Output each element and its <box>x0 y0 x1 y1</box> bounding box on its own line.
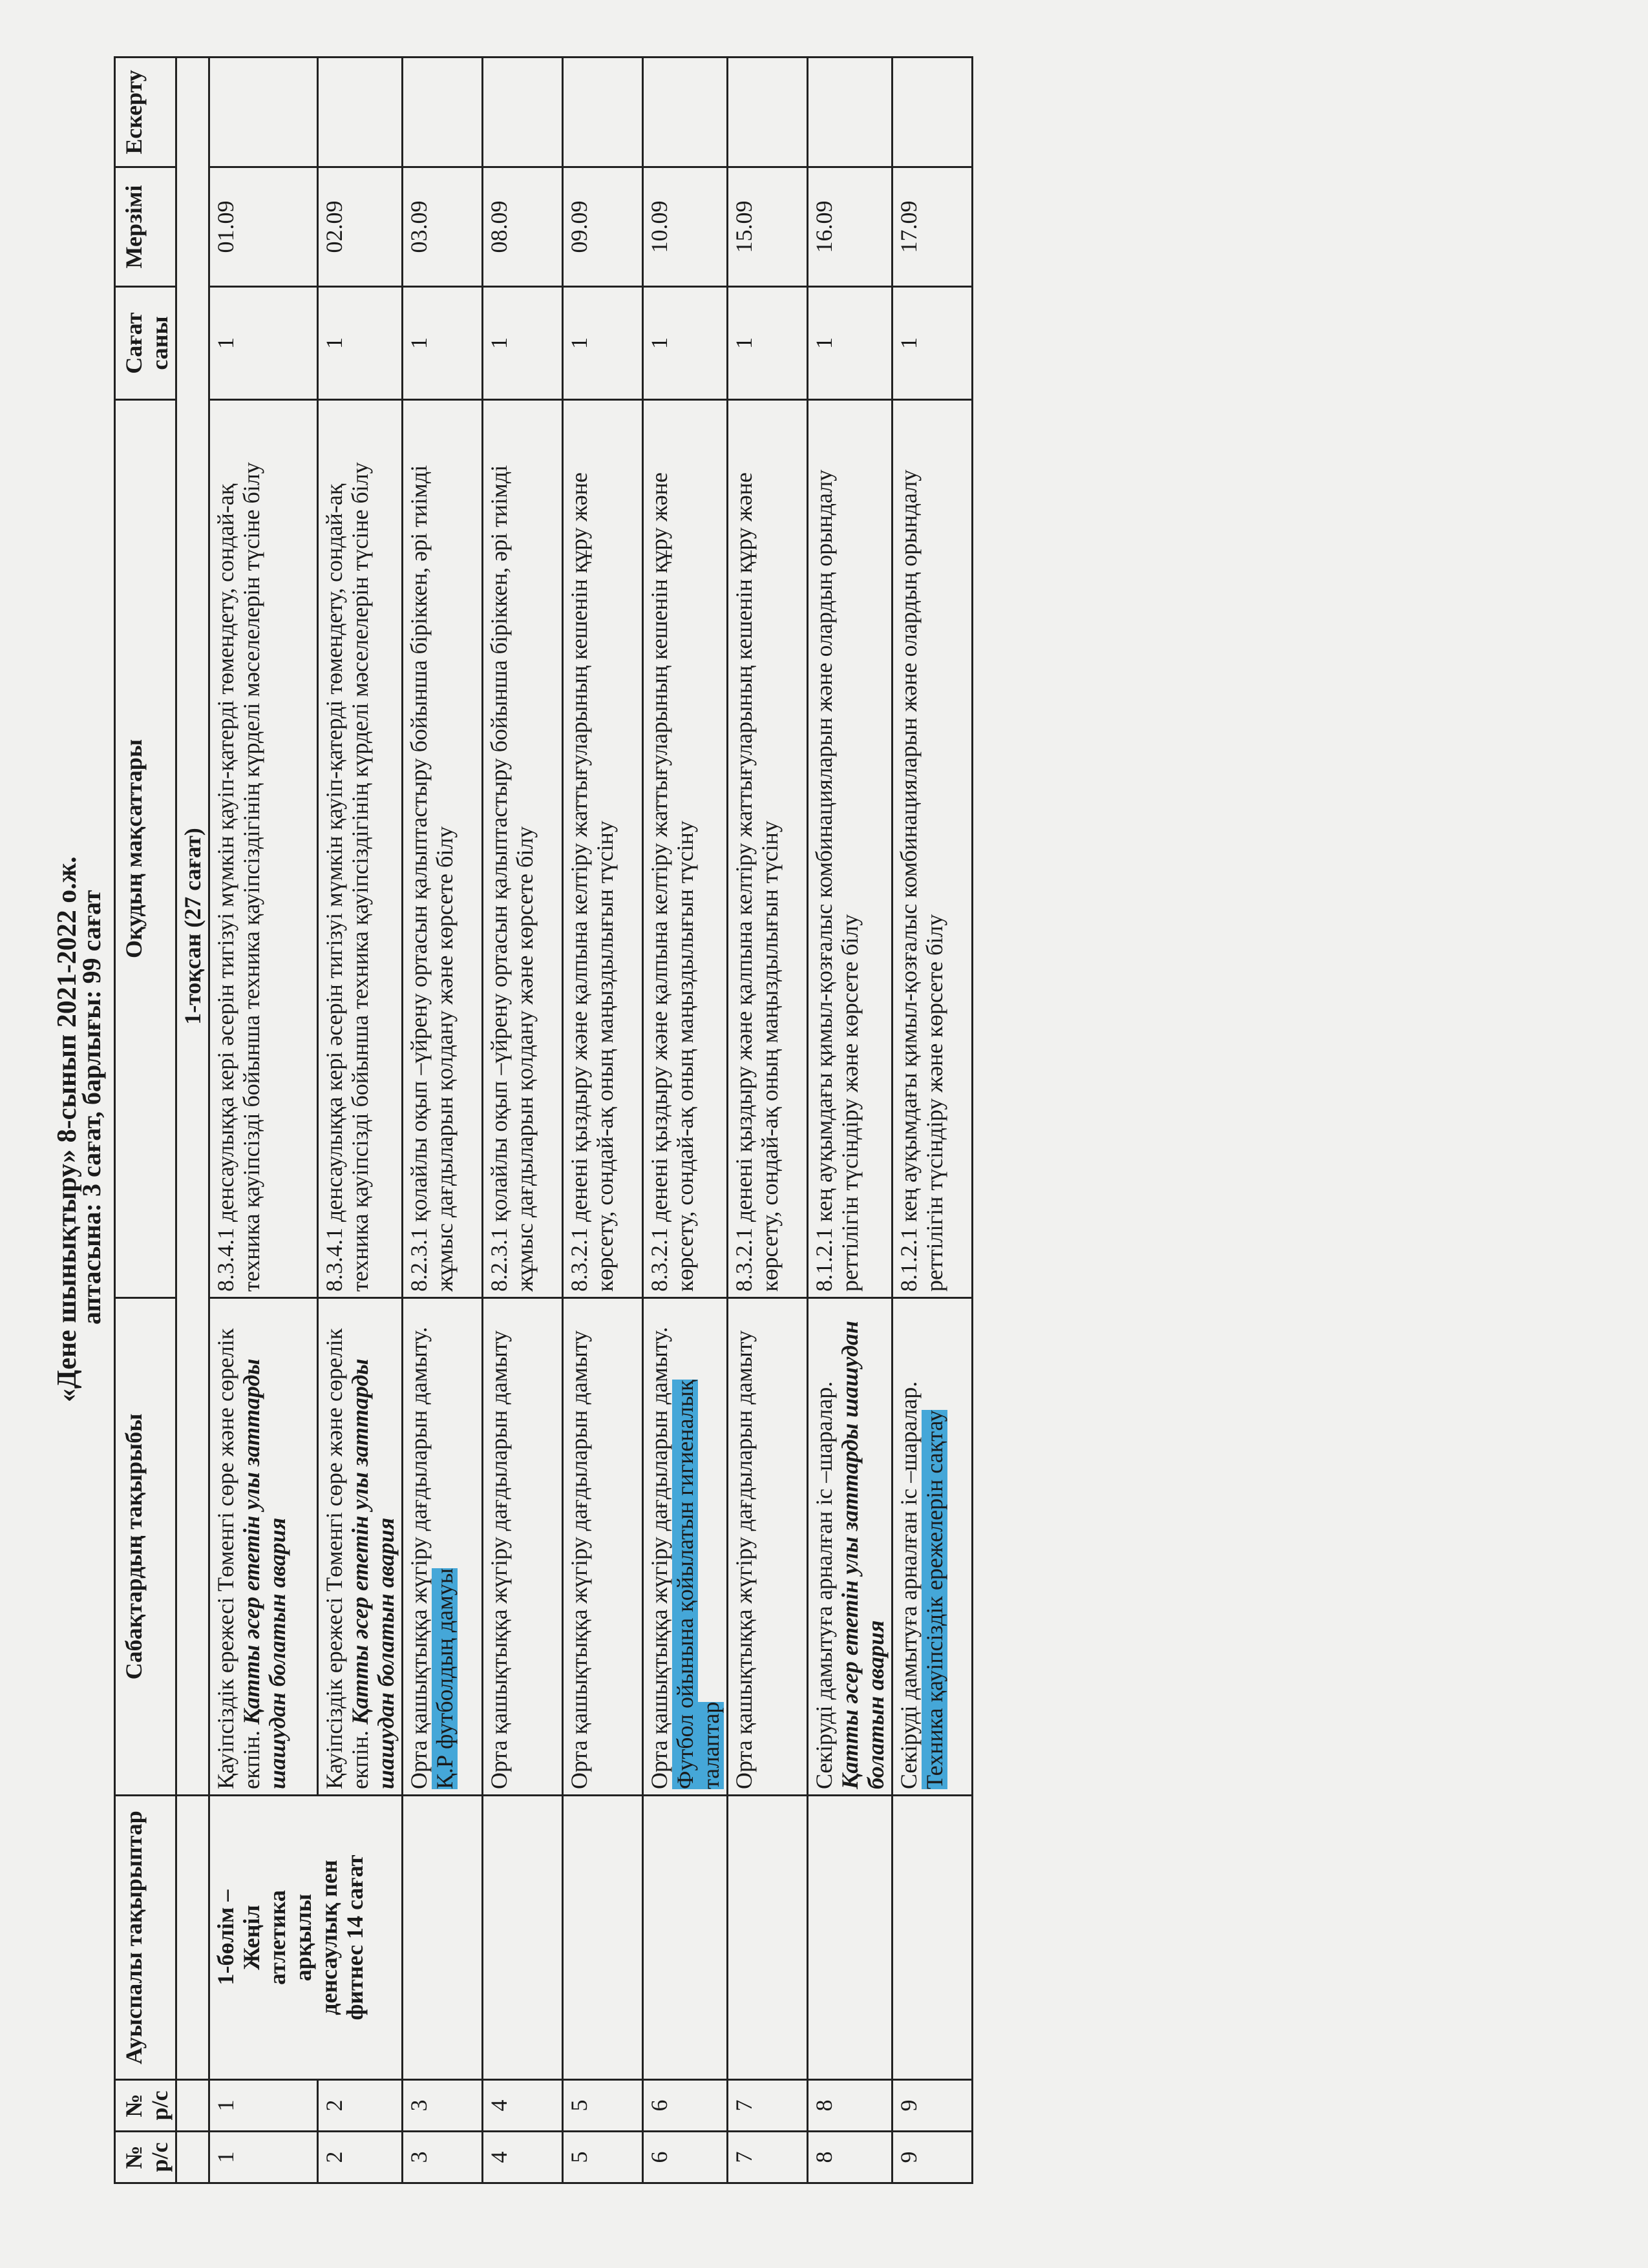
lesson-topic-text: Орта қашықтыққа жүгіру дағдыларын дамыту <box>486 1330 512 1789</box>
row-number-secondary: 9 <box>893 2080 973 2132</box>
lesson-topic-text: Қауіпсіздік ережесі Төменгі сөре және сөрелік екпін. <box>213 1328 264 1789</box>
lesson-date: 03.09 <box>403 167 483 287</box>
hours-count: 1 <box>728 287 808 400</box>
lesson-topic-highlight: Техника қауіпсіздік ережелерін сақтау <box>922 1410 947 1789</box>
table-row <box>209 58 318 2183</box>
row-number-secondary: 2 <box>318 2080 403 2132</box>
theme-cell-empty <box>483 1796 563 2080</box>
lesson-date: 01.09 <box>209 167 318 287</box>
lesson-date: 10.09 <box>643 167 728 287</box>
row-number: 7 <box>728 2132 808 2183</box>
theme-cell-empty <box>893 1796 973 2080</box>
row-number-secondary: 3 <box>403 2080 483 2132</box>
note-cell <box>808 58 893 167</box>
row-number: 8 <box>808 2132 893 2183</box>
document-subtitle: аптасына: 3 сағат, барлығы: 99 сағат <box>77 890 106 1325</box>
lesson-topic-emphasis: Қатты әсер ететін улы заттарды шашудан болатын авария <box>238 1358 290 1789</box>
col-header-topic: Сабақтардың тақырыбы <box>115 1298 176 1796</box>
theme-cell-empty <box>808 1796 893 2080</box>
table-header-row <box>115 58 176 2183</box>
document-title: «Дене шынықтыру» 8-сынып 2021-2022 о.ж. <box>52 856 82 1402</box>
theme-line: 1-бөлім – <box>213 1889 238 1986</box>
col-header-hours: Сағат саны <box>115 287 176 400</box>
col-header-goals: Оқудың мақсаттары <box>115 400 176 1298</box>
lesson-date: 08.09 <box>483 167 563 287</box>
theme-line: арқылы <box>290 1893 316 1982</box>
hours-count: 1 <box>563 287 643 400</box>
learning-goal: 8.2.3.1 қолайлы оқып –үйрену ортасын қалыптастыру бойынша біріккен, әрі тиімді жұмыс дағдыларын қолдану және көрсете білу <box>403 400 483 1298</box>
note-cell <box>893 58 973 167</box>
note-cell <box>483 58 563 167</box>
col-header-note: Ескерту <box>115 58 176 167</box>
theme-line: денсаулық пен <box>316 1860 342 2015</box>
row-number: 9 <box>893 2132 973 2183</box>
lesson-topic-text: Орта қашықтыққа жүгіру дағдыларын дамыту <box>731 1330 757 1789</box>
lesson-date: 09.09 <box>563 167 643 287</box>
lesson-topic-highlight: Футбол ойынына қойылатын гигиеналық талаптар <box>672 1380 724 1789</box>
hours-count: 1 <box>643 287 728 400</box>
lesson-topic-text: Орта қашықтыққа жүгіру дағдыларын дамыту. <box>406 1327 432 1789</box>
note-cell <box>728 58 808 167</box>
hours-count: 1 <box>483 287 563 400</box>
lesson-date: 02.09 <box>318 167 403 287</box>
row-number: 3 <box>403 2132 483 2183</box>
row-number: 1 <box>209 2132 318 2183</box>
table-row <box>893 58 973 2183</box>
row-number-secondary: 8 <box>808 2080 893 2132</box>
lesson-date: 16.09 <box>808 167 893 287</box>
col-header-theme: Ауыспалы тақырыптар <box>115 1796 176 2080</box>
row-number: 2 <box>318 2132 403 2183</box>
lesson-topic <box>318 1298 403 1796</box>
lesson-plan-table <box>114 56 973 2184</box>
lesson-topic <box>483 1298 563 1796</box>
learning-goal: 8.3.2.1 денені қыздыру және қалпына келтіру жаттығуларының кешенін құру және көрсету, сондай-ақ оның маңыздылығын түсіну <box>643 400 728 1298</box>
theme-line: фитнес 14 сағат <box>342 1854 368 2021</box>
row-number: 6 <box>643 2132 728 2183</box>
learning-goal: 8.3.2.1 денені қыздыру және қалпына келтіру жаттығуларының кешенін құру және көрсету, сондай-ақ оның маңыздылығын түсіну <box>728 400 808 1298</box>
row-number-secondary: 6 <box>643 2080 728 2132</box>
lesson-topic-emphasis: Қатты әсер ететін улы заттарды шашудан болатын авария <box>347 1358 399 1789</box>
note-cell <box>563 58 643 167</box>
table-row <box>563 58 643 2183</box>
learning-goal: 8.3.4.1 денсаулыққа кері әсерін тигізуі мүмкін қауіп-қатерді төмендету, сондай-ақ техника қауіпсізді бойынша техника қауіпсіздігінің күрделі мәселелерін түсіне білу <box>318 400 403 1298</box>
lesson-date: 17.09 <box>893 167 973 287</box>
row-number: 4 <box>483 2132 563 2183</box>
theme-line: Жеңіл <box>238 1905 264 1970</box>
learning-goal: 8.2.3.1 қолайлы оқып –үйрену ортасын қалыптастыру бойынша біріккен, әрі тиімді жұмыс дағдыларын қолдану және көрсете білу <box>483 400 563 1298</box>
section-row <box>176 58 209 2183</box>
lesson-topic-highlight: Қ.Р футболдың дамуы <box>432 1568 458 1789</box>
row-number-secondary: 1 <box>209 2080 318 2132</box>
lesson-topic <box>808 1298 893 1796</box>
theme-cell-empty <box>643 1796 728 2080</box>
theme-cell-empty <box>403 1796 483 2080</box>
row-number-secondary: 7 <box>728 2080 808 2132</box>
lesson-date: 15.09 <box>728 167 808 287</box>
lesson-topic-text: Секіруді дамытуға арналған іс –шаралар. <box>896 1381 922 1789</box>
lesson-topic-text: Орта қашықтыққа жүгіру дағдыларын дамыту. <box>646 1327 672 1789</box>
theme-cell <box>209 1796 403 2080</box>
learning-goal: 8.3.2.1 денені қыздыру және қалпына келтіру жаттығуларының кешенін құру және көрсету, сондай-ақ оның маңыздылығын түсіну <box>563 400 643 1298</box>
table-row <box>808 58 893 2183</box>
table-row <box>403 58 483 2183</box>
lesson-topic-text: Қауіпсіздік ережесі Төменгі сөре және сөрелік екпін. <box>321 1328 373 1789</box>
hours-count: 1 <box>893 287 973 400</box>
col-header-num2: № р/с <box>115 2080 176 2132</box>
table-row <box>483 58 563 2183</box>
lesson-topic <box>643 1298 728 1796</box>
hours-count: 1 <box>318 287 403 400</box>
theme-cell-empty <box>563 1796 643 2080</box>
table-row <box>728 58 808 2183</box>
learning-goal: 8.1.2.1 кең ауқымдағы қимыл-қозғалыс комбинацияларын және олардың орындалу реттілігін түсіндіру және көрсете білу <box>893 400 973 1298</box>
note-cell <box>209 58 318 167</box>
row-number: 5 <box>563 2132 643 2183</box>
theme-line: атлетика <box>264 1890 290 1985</box>
lesson-topic-text: Секіруді дамытуға арналған іс –шаралар. <box>811 1381 837 1789</box>
col-header-date: Мерзімі <box>115 167 176 287</box>
hours-count: 1 <box>209 287 318 400</box>
row-number-secondary: 4 <box>483 2080 563 2132</box>
note-cell <box>403 58 483 167</box>
hours-count: 1 <box>808 287 893 400</box>
table-row <box>643 58 728 2183</box>
lesson-topic <box>209 1298 318 1796</box>
theme-cell-empty <box>728 1796 808 2080</box>
note-cell <box>318 58 403 167</box>
col-header-num1: № р/с <box>115 2132 176 2183</box>
lesson-topic <box>728 1298 808 1796</box>
hours-count: 1 <box>403 287 483 400</box>
lesson-topic-emphasis: Қатты әсер ететін улы заттарды шашудан болатын авария <box>837 1321 889 1789</box>
row-number-secondary: 5 <box>563 2080 643 2132</box>
learning-goal: 8.3.4.1 денсаулыққа кері әсерін тигізуі мүмкін қауіп-қатерді төмендету, сондай-ақ техника қауіпсізді бойынша техника қауіпсіздігінің күрделі мәселелерін түсіне білу <box>209 400 318 1298</box>
lesson-topic-text: Орта қашықтыққа жүгіру дағдыларын дамыту <box>566 1330 592 1789</box>
note-cell <box>643 58 728 167</box>
lesson-topic <box>893 1298 973 1796</box>
lesson-topic <box>563 1298 643 1796</box>
lesson-topic <box>403 1298 483 1796</box>
learning-goal: 8.1.2.1 кең ауқымдағы қимыл-қозғалыс комбинацияларын және олардың орындалу реттілігін түсіндіру және көрсете білу <box>808 400 893 1298</box>
section-title: 1-тоқсан (27 сағат) <box>176 58 209 1796</box>
